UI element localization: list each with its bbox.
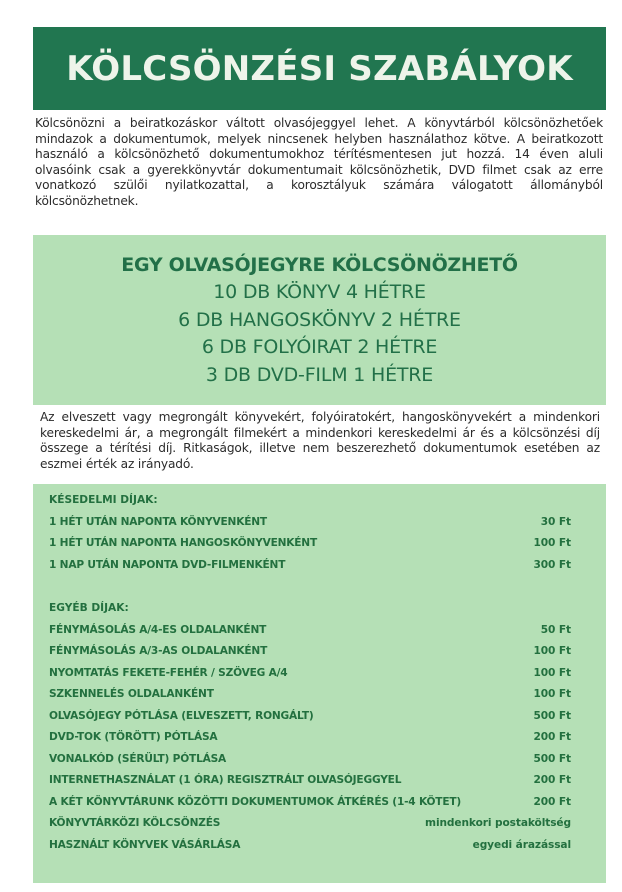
fee-label: INTERNETHASZNÁLAT (1 ÓRA) REGISZTRÁLT OLVASÓJEGGYEL xyxy=(49,774,402,786)
page-title: KÖLCSÖNZÉSI SZABÁLYOK xyxy=(66,48,573,89)
fee-row xyxy=(49,663,571,685)
fee-value: egyedi árazással xyxy=(472,838,571,851)
limit-dvd-films: 3 DB DVD-FILM 1 HÉTRE xyxy=(205,363,434,386)
fee-value: 100 Ft xyxy=(533,537,571,549)
late-fees-section xyxy=(49,490,571,576)
fees-box xyxy=(33,484,606,883)
limit-periodicals: 6 DB FOLYÓIRAT 2 HÉTRE xyxy=(201,336,438,358)
borrowing-limits-box xyxy=(33,235,606,405)
fee-value: 300 Ft xyxy=(533,558,571,571)
fee-row xyxy=(49,512,571,534)
fee-row xyxy=(49,684,571,706)
fee-value: 500 Ft xyxy=(533,709,571,722)
fee-row xyxy=(49,706,571,728)
fee-value: 30 Ft xyxy=(540,515,571,528)
fee-value: 100 Ft xyxy=(533,666,571,679)
fee-value: 200 Ft xyxy=(533,774,571,786)
fee-label: NYOMTATÁS FEKETE-FEHÉR / SZÖVEG A/4 xyxy=(49,666,288,679)
fee-value: 100 Ft xyxy=(533,688,571,700)
fee-label: FÉNYMÁSOLÁS A/3-AS OLDALANKÉNT xyxy=(49,645,268,657)
fee-row xyxy=(49,533,571,555)
other-fees-section xyxy=(49,598,571,856)
limit-books: 10 DB KÖNYV 4 HÉTRE xyxy=(213,281,426,303)
fee-value: 100 Ft xyxy=(533,645,571,657)
fee-row xyxy=(49,555,571,577)
title-banner xyxy=(33,27,606,110)
intro-paragraph: Kölcsönözni a beiratkozáskor váltott olvasójeggyel lehet. A könyvtárból kölcsönözhetőek mindazok a dokumentumok, melyek nincsenek helyben használathoz kötve. A beiratkozott használó a kölcsönözhető dokumentumokhoz térítésmentesen jut hozzá. 14 éven aluli olvasóink csak a gyerekkönyvtár dokumentumait kölcsönözhetik, DVD filmet csak az erre vonatkozó szülői nyilatkozattal, a korosztályuk számára válogatott állományból kölcsönözhetnek. xyxy=(35,116,603,208)
lost-items-paragraph: Az elveszett vagy megrongált könyvekért, folyóiratokért, hangoskönyvekért a mindenkori kereskedelmi ár, a megrongált filmekért a mindenkori kereskedelmi ár és a kölcsönzési díj összege a térítési díj. Ritkaságok, illetve nem beszerezhető dokumentumok esetében az eszmei érték az irányadó. xyxy=(40,410,600,471)
fee-row xyxy=(49,749,571,771)
fee-row xyxy=(49,620,571,642)
fee-label: DVD-TOK (TÖRÖTT) PÓTLÁSA xyxy=(49,731,218,743)
fee-row xyxy=(49,835,571,857)
fee-label: FÉNYMÁSOLÁS A/4-ES OLDALANKÉNT xyxy=(49,623,267,636)
fee-label: HASZNÁLT KÖNYVEK VÁSÁRLÁSA xyxy=(49,838,241,851)
fee-value: 500 Ft xyxy=(533,752,571,765)
fee-label: KÖNYVTÁRKÖZI KÖLCSÖNZÉS xyxy=(49,817,221,829)
late-fees-heading: KÉSEDELMI DÍJAK: xyxy=(49,494,158,506)
fee-row xyxy=(49,641,571,663)
fee-label: SZKENNELÉS OLDALANKÉNT xyxy=(49,688,214,700)
fee-label: 1 HÉT UTÁN NAPONTA HANGOSKÖNYVENKÉNT xyxy=(49,537,318,549)
fee-label: 1 HÉT UTÁN NAPONTA KÖNYVENKÉNT xyxy=(49,515,267,528)
fee-label: 1 NAP UTÁN NAPONTA DVD-FILMENKÉNT xyxy=(49,558,286,571)
fee-value: 50 Ft xyxy=(540,623,571,636)
fee-row xyxy=(49,792,571,814)
fee-row xyxy=(49,813,571,835)
borrowing-limits-heading: EGY OLVASÓJEGYRE KÖLCSÖNÖZHETŐ xyxy=(121,254,518,276)
other-fees-heading: EGYÉB DÍJAK: xyxy=(49,602,129,614)
fee-label: A KÉT KÖNYVTÁRUNK KÖZÖTTI DOKUMENTUMOK ÁTKÉRÉS (1-4 KÖTET) xyxy=(49,795,462,808)
fee-row xyxy=(49,770,571,792)
limit-audiobooks: 6 DB HANGOSKÖNYV 2 HÉTRE xyxy=(178,308,461,331)
fee-label: VONALKÓD (SÉRÜLT) PÓTLÁSA xyxy=(49,752,227,765)
fee-row xyxy=(49,727,571,749)
fee-value: 200 Ft xyxy=(533,731,571,743)
fee-value: 200 Ft xyxy=(533,795,571,808)
fee-label: OLVASÓJEGY PÓTLÁSA (ELVESZETT, RONGÁLT) xyxy=(49,709,314,722)
fee-value: mindenkori postaköltség xyxy=(425,817,571,829)
